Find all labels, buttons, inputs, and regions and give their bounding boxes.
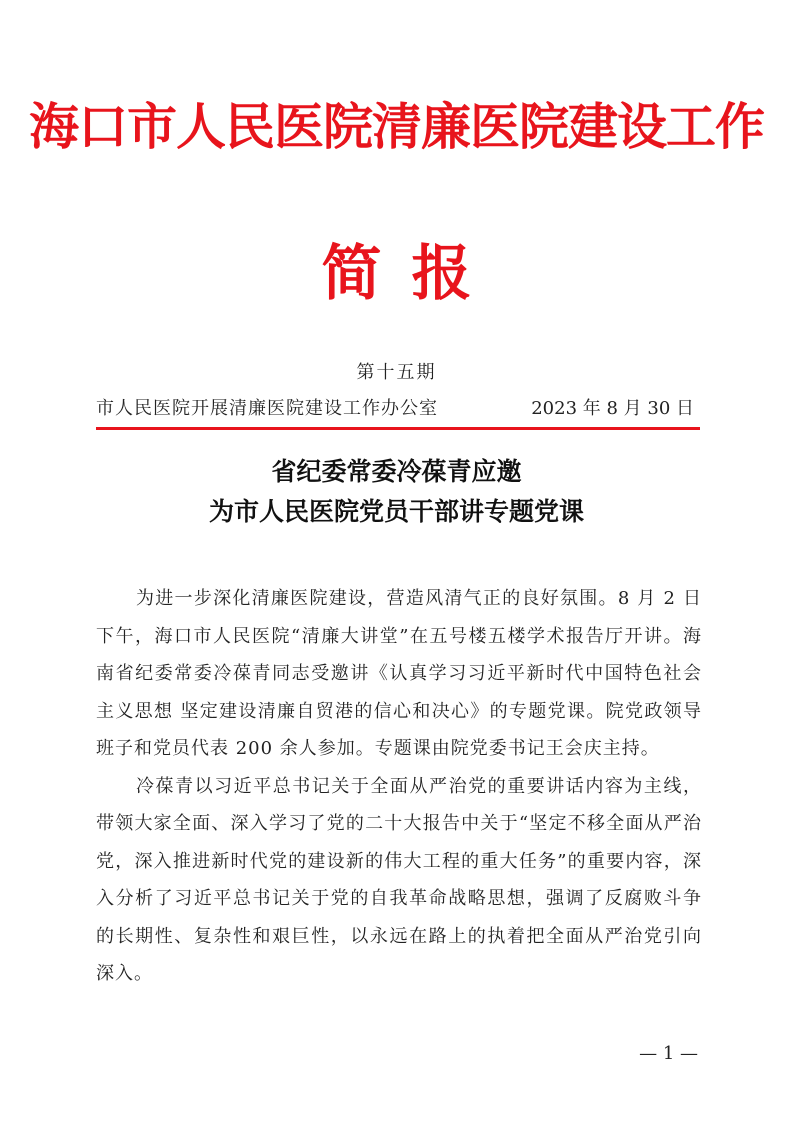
- issuer-date-row: [96, 395, 700, 423]
- article-paragraph: 冷葆青以习近平总书记关于全面从严治党的重要讲话内容为主线，带领大家全面、深入学习了党的二十大报告中关于“坚定不移全面从严治党，深入推进新时代党的建设新的伟大工程的重大任务”的重要内容，深入分析了习近平总书记关于党的自我革命战略思想，强调了反腐败斗争的长期性、复杂性和艰巨性，以永远在路上的执着把全面从严治党引向深入。: [96, 775, 702, 984]
- issuer-office: 市人民医院开展清廉医院建设工作办公室: [96, 398, 438, 419]
- article-headline: [0, 452, 793, 532]
- article-paragraph: 为进一步深化清廉医院建设，营造风清气正的良好氛围。8 月 2 日下午，海口市人民医院“清廉大讲堂”在五号楼五楼学术报告厅开讲。海南省纪委常委冷葆青同志受邀讲《认真学习习近平新时代中国特色社会主义思想 坚定建设清廉自贸港的信心和决心》的专题党课。院党政领导班子和党员代表 200 余人参加。专题课由院党委书记王会庆主持。: [96, 588, 702, 759]
- article-headline-line2: 为市人民医院党员干部讲专题党课: [208, 497, 584, 526]
- document-brief-title: 简报: [321, 239, 502, 309]
- page-number: — 1 —: [639, 1043, 698, 1064]
- article-body: [96, 580, 702, 993]
- document-org-title: 海口市人民医院清廉医院建设工作: [29, 97, 764, 156]
- red-separator-line: [96, 427, 700, 430]
- issue-date: 2023 年 8 月 30 日: [531, 398, 694, 419]
- issue-number: 第十五期: [356, 362, 437, 383]
- article-headline-line1: 省纪委常委冷葆青应邀: [271, 457, 522, 486]
